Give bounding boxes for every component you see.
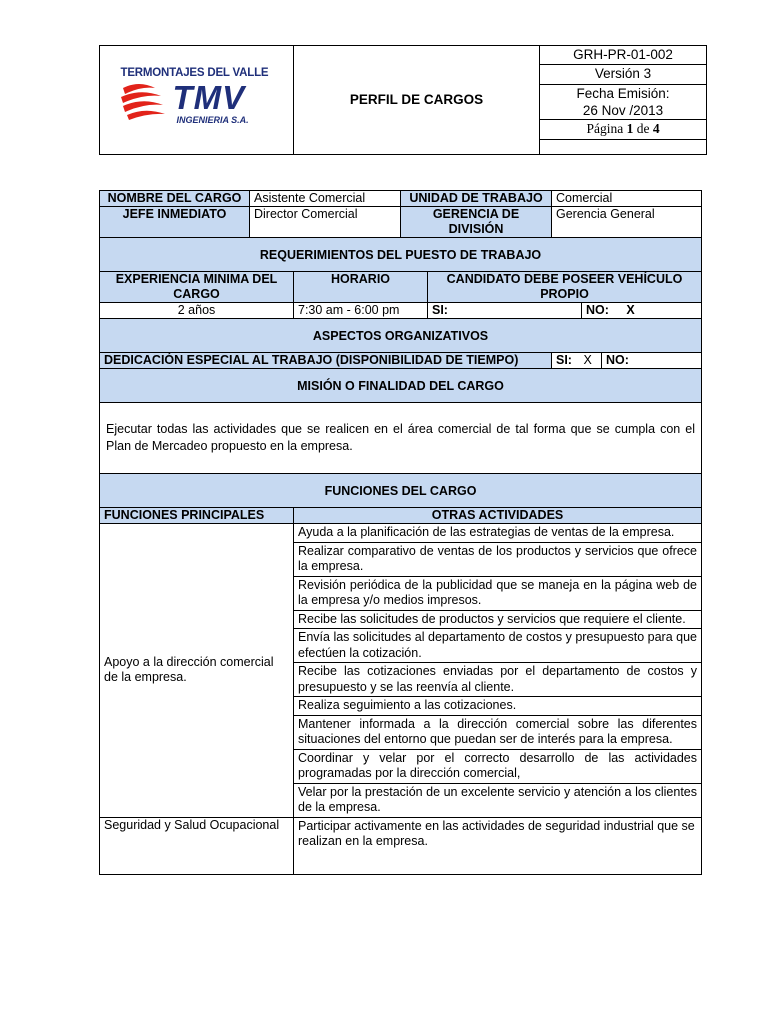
page-total: 4	[652, 121, 660, 137]
dedication-yes-mark: X	[583, 353, 592, 367]
empty-cell	[540, 139, 707, 154]
document-title: PERFIL DE CARGOS	[294, 46, 540, 155]
boss-label: JEFE INMEDIATO	[100, 207, 250, 238]
principal-function: Seguridad y Salud Ocupacional	[100, 817, 294, 874]
dedication-yes-label: SI:	[556, 353, 572, 367]
mission-text: Ejecutar todas las actividades que se realicen en el área comercial de tal forma que se cumpla con el Plan de Mercadeo propuesto en la empresa.	[100, 403, 702, 474]
logo-sub-text: INGENIERIA S.A.	[176, 115, 249, 125]
boss-value: Director Comercial	[250, 207, 401, 238]
vehicle-label: CANDIDATO DEBE POSEER VEHÍCULO PROPIO	[428, 272, 702, 303]
logo-main-text: TMV	[172, 79, 246, 116]
activity-item: Revisión periódica de la publicidad que se maneja en la página web de la empresa y/o medios impresos.	[294, 576, 702, 610]
requirements-section-title: REQUERIMIENTOS DEL PUESTO DE TRABAJO	[100, 238, 702, 272]
emission-label: Fecha Emisión:	[576, 85, 670, 101]
vehicle-no-mark: X	[626, 303, 635, 317]
work-unit-label: UNIDAD DE TRABAJO	[401, 191, 552, 207]
division-value: Gerencia General	[552, 207, 702, 238]
principal-function: Apoyo a la dirección comercial de la empresa.	[100, 524, 294, 818]
job-name-value: Asistente Comercial	[250, 191, 401, 207]
company-logo	[119, 65, 275, 131]
document-header	[99, 45, 707, 155]
document-version: Versión 3	[540, 65, 707, 84]
dedication-yes	[552, 353, 602, 369]
activity-item: Envía las solicitudes al departamento de costos y presupuesto para que efectúen la cotización.	[294, 629, 702, 663]
schedule-label: HORARIO	[294, 272, 428, 303]
activity-item: Recibe las cotizaciones enviadas por el departamento de costos y presupuesto y se las reenvía al cliente.	[294, 663, 702, 697]
logo-top-text: TERMONTAJES DEL VALLE	[120, 67, 269, 79]
activity-item: Coordinar y velar por el correcto desarrollo de las actividades programadas por la dirección comercial,	[294, 749, 702, 783]
vehicle-yes: SI:	[428, 303, 582, 319]
other-activities-header: OTRAS ACTIVIDADES	[294, 508, 702, 524]
activity-item: Ayuda a la planificación de las estrategias de ventas de la empresa.	[294, 524, 702, 543]
activity-item: Realiza seguimiento a las cotizaciones.	[294, 697, 702, 716]
job-profile-table	[99, 190, 702, 875]
schedule-value: 7:30 am - 6:00 pm	[294, 303, 428, 319]
activity-item: Realizar comparativo de ventas de los productos y servicios que ofrece la empresa.	[294, 542, 702, 576]
emission-date	[540, 84, 707, 120]
organizational-section-title: ASPECTOS ORGANIZATIVOS	[100, 319, 702, 353]
dedication-no: NO:	[602, 353, 702, 369]
document-code: GRH-PR-01-002	[540, 46, 707, 65]
logo-cell	[100, 46, 294, 155]
page-of: de	[636, 121, 650, 137]
page-number	[540, 120, 707, 139]
vehicle-no-label: NO:	[586, 303, 609, 317]
page-label: Página	[586, 121, 624, 137]
activity-item: Participar activamente en las actividades de seguridad industrial que se realizan en la empresa.	[294, 817, 702, 874]
flame-logo-icon	[119, 82, 169, 122]
dedication-label: DEDICACIÓN ESPECIAL AL TRABAJO (DISPONIBILIDAD DE TIEMPO)	[100, 353, 552, 369]
mission-section-title: MISIÓN O FINALIDAD DEL CARGO	[100, 369, 702, 403]
work-unit-value: Comercial	[552, 191, 702, 207]
experience-value: 2 años	[100, 303, 294, 319]
activity-item: Velar por la prestación de un excelente servicio y atención a los clientes de la empresa.	[294, 783, 702, 817]
main-functions-header: FUNCIONES PRINCIPALES	[100, 508, 294, 524]
activity-item: Recibe las solicitudes de productos y servicios que requiere el cliente.	[294, 610, 702, 629]
job-name-label: NOMBRE DEL CARGO	[100, 191, 250, 207]
division-label: GERENCIA DE DIVISIÓN	[401, 207, 552, 238]
vehicle-no	[582, 303, 702, 319]
functions-section-title: FUNCIONES DEL CARGO	[100, 474, 702, 508]
experience-label: EXPERIENCIA MINIMA DEL CARGO	[100, 272, 294, 303]
activity-item: Mantener informada a la dirección comercial sobre las diferentes situaciones del entorno que puedan ser de interés para la empresa.	[294, 715, 702, 749]
page-current: 1	[626, 121, 634, 137]
emission-date-value: 26 Nov /2013	[582, 102, 664, 118]
